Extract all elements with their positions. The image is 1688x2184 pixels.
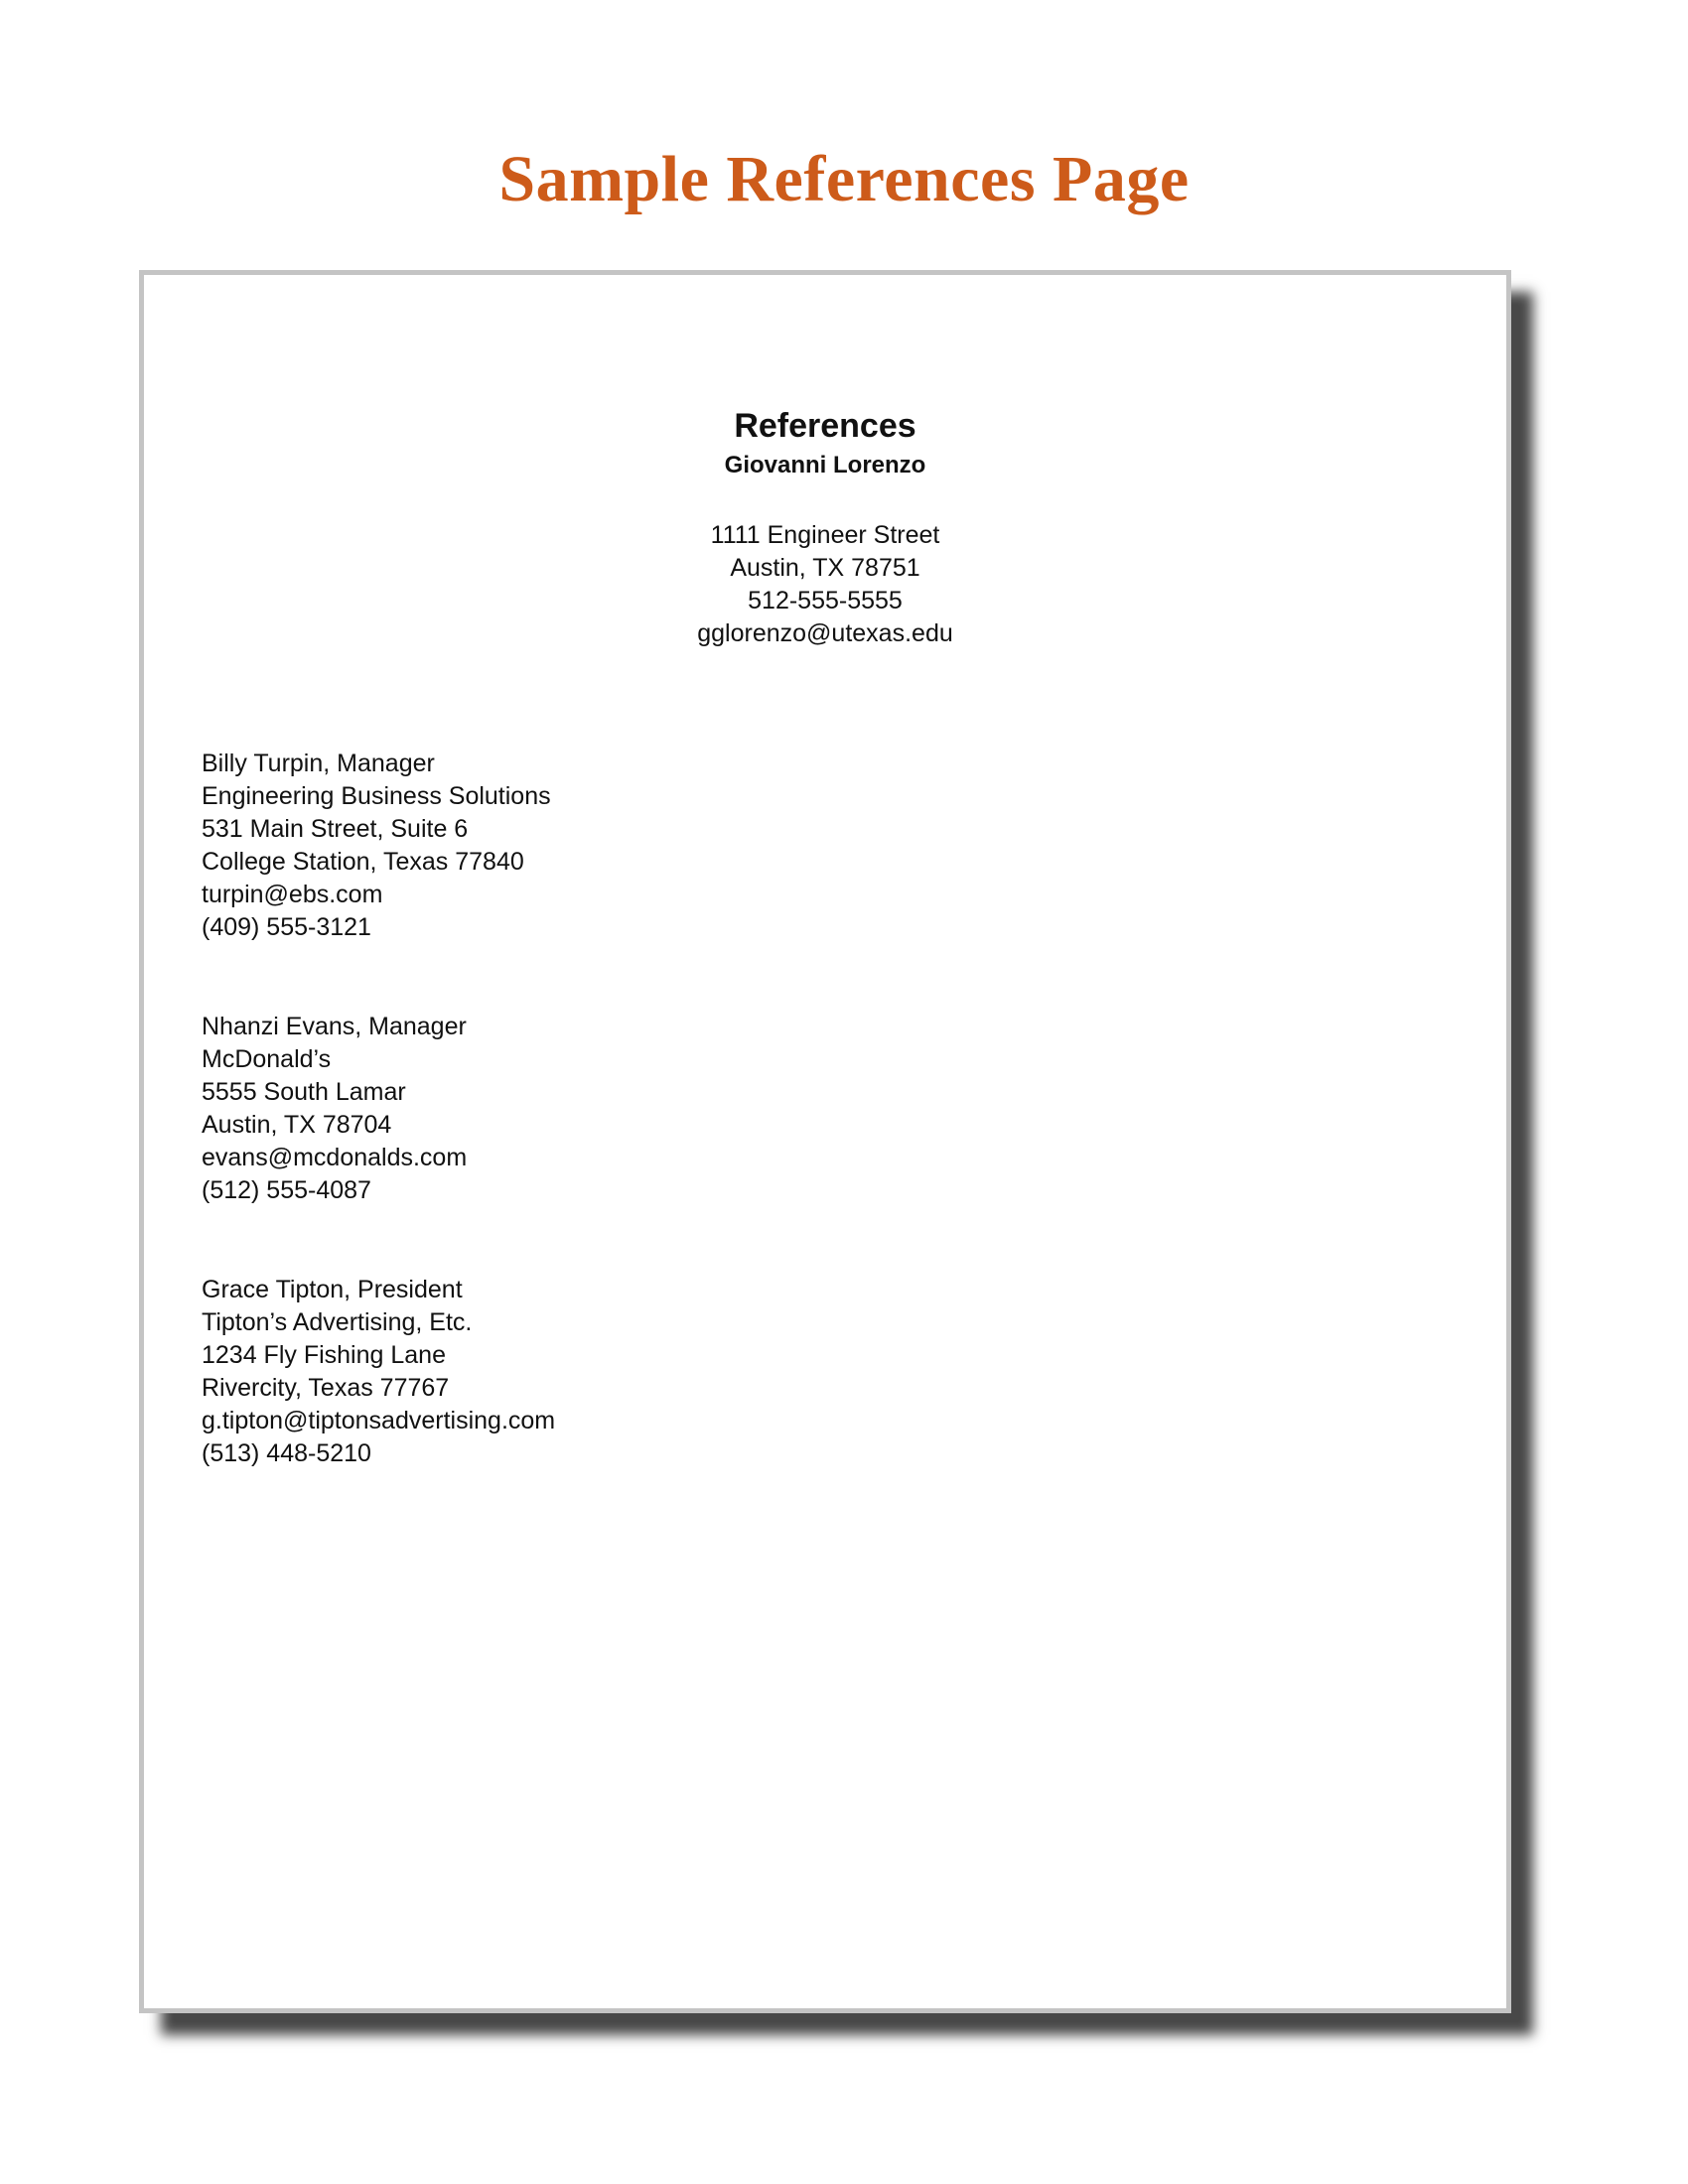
reference-name-title: Nhanzi Evans, Manager [202,1013,467,1040]
reference-company: Tipton’s Advertising, Etc. [202,1308,473,1336]
applicant-email: gglorenzo@utexas.edu [697,619,953,647]
reference-email: turpin@ebs.com [202,881,383,908]
applicant-name: Giovanni Lorenzo [724,452,926,478]
reference-list [202,748,1095,1537]
reference-street: 531 Main Street, Suite 6 [202,815,469,843]
reference-entry [202,748,1095,944]
reference-entry [202,1274,1095,1470]
document-heading: References [734,407,916,445]
applicant-contact [144,519,1506,650]
reference-entry [202,1011,1095,1207]
applicant-phone: 512-555-5555 [748,587,903,614]
reference-city: Austin, TX 78704 [202,1111,392,1139]
reference-street: 5555 South Lamar [202,1078,406,1106]
reference-phone: (512) 555-4087 [202,1176,371,1204]
applicant-street: 1111 Engineer Street [710,521,940,549]
reference-city: Rivercity, Texas 77767 [202,1374,450,1402]
page-title: Sample References Page [498,143,1190,215]
reference-email: g.tipton@tiptonsadvertising.com [202,1407,556,1434]
reference-city: College Station, Texas 77840 [202,848,524,876]
document-page [139,270,1511,2013]
reference-phone: (513) 448-5210 [202,1439,371,1467]
reference-company: McDonald’s [202,1045,332,1073]
reference-street: 1234 Fly Fishing Lane [202,1341,446,1369]
reference-name-title: Billy Turpin, Manager [202,750,435,777]
applicant-city: Austin, TX 78751 [730,554,920,582]
reference-company: Engineering Business Solutions [202,782,551,810]
reference-name-title: Grace Tipton, President [202,1276,463,1303]
reference-email: evans@mcdonalds.com [202,1144,468,1171]
reference-phone: (409) 555-3121 [202,913,371,941]
